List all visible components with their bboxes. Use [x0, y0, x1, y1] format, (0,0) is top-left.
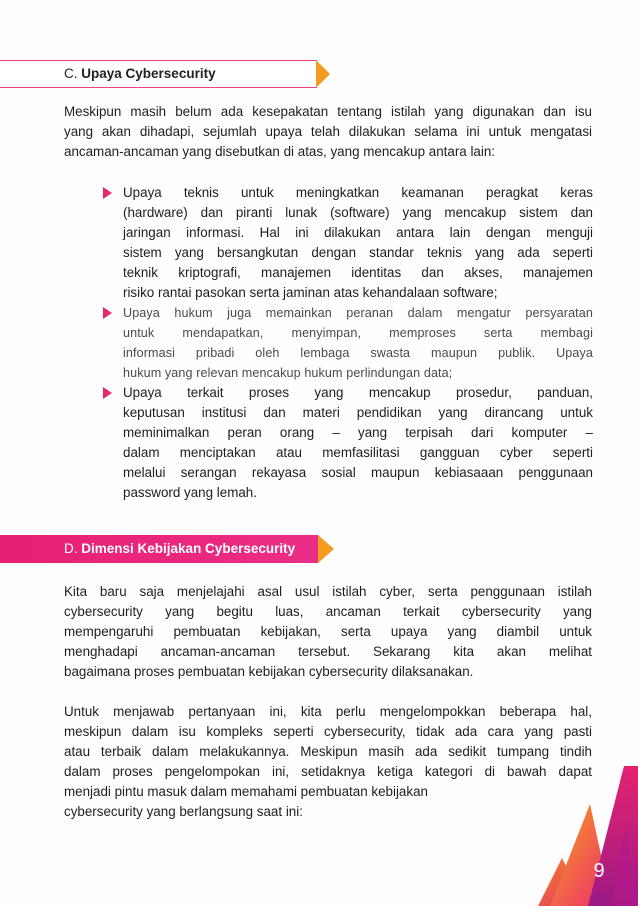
bullet-line: melalui serangan rekayasa sosial maupun kebiasaaan penggunaan: [123, 465, 593, 480]
bullet-line: informasi pribadi oleh lembaga swasta maupun publik. Upaya: [123, 346, 593, 360]
bullet-arrow-icon: [103, 187, 112, 199]
bullet-line: hukum yang relevan mencakup hukum perlindungan data;: [123, 366, 453, 380]
paragraph-line: Kita baru saja menjelajahi asal usul istilah cyber, serta penggunaan istilah: [64, 584, 592, 599]
bullet-line: jaringan informasi. Hal ini dilakukan antara lain dengan menguji: [123, 225, 593, 240]
paragraph-line: cybersecurity yang begitu luas, ancaman terkait cybersecurity yang: [64, 604, 592, 619]
bullet-line: password yang lemah.: [123, 485, 257, 500]
section-d-header: [0, 535, 352, 563]
bullet-line: keputusan institusi dan materi pendidikan yang dirancang untuk: [123, 405, 593, 420]
paragraph-line: Untuk menjawab pertanyaan ini, kita perlu mengelompokkan beberapa hal,: [64, 704, 592, 719]
bullet-item-legal: [123, 303, 593, 383]
corner-decoration: [528, 766, 638, 906]
paragraph-line: mempengaruhi pembuatan kebijakan, serta upaya yang diambil untuk: [64, 624, 592, 639]
paragraph-line: cybersecurity yang berlangsung saat ini:: [64, 804, 303, 819]
bullet-line: Upaya hukum juga memainkan peranan dalam mengatur persyaratan: [123, 306, 593, 320]
paragraph-line: meskipun dalam isu kompleks seperti cybersecurity, tidak ada cara yang pasti: [64, 724, 592, 739]
section-d-title: [64, 540, 295, 558]
bullet-item-technical: [123, 183, 593, 303]
paragraph-line: Meskipun masih belum ada kesepakatan tentang istilah yang digunakan dan isu: [64, 104, 592, 119]
section-c-title-text: Upaya Cybersecurity: [81, 66, 216, 81]
paragraph-line: yang akan dihadapi, sejumlah upaya telah dilakukan selama ini untuk mengatasi: [64, 124, 592, 139]
section-d-paragraph-1: [64, 582, 592, 682]
bullet-line: teknik kriptografi, manajemen identitas dan akses, manajemen: [123, 265, 593, 280]
paragraph-line: ancaman-ancaman yang disebutkan di atas, yang mencakup antara lain:: [64, 144, 496, 159]
paragraph-line: menghadapi ancaman-ancaman tersebut. Sekarang kita akan melihat: [64, 644, 592, 659]
bullet-line: dalam menciptakan atau memfasilitasi gangguan cyber seperti: [123, 445, 593, 460]
bullet-line: (hardware) dan piranti lunak (software) yang mencakup sistem dan: [123, 205, 593, 220]
section-d-letter: D.: [64, 541, 78, 556]
section-c-letter: C.: [64, 66, 78, 81]
page-number: 9: [593, 860, 605, 882]
bullet-line: untuk mendapatkan, menyimpan, memproses serta membagi: [123, 326, 593, 340]
paragraph-line: dalam proses pengelompokan ini, setidaknya ketiga kategori di bawah dapat: [64, 764, 592, 779]
section-d-title-text: Dimensi Kebijakan Cybersecurity: [81, 541, 296, 556]
section-d-header-arrow: [318, 535, 334, 563]
section-c-intro: [64, 102, 592, 162]
bullet-line: meminimalkan peran orang – yang terpisah dari komputer –: [123, 425, 593, 440]
paragraph-line: menjadi pintu masuk dalam memahami pembuatan kebijakan: [64, 784, 428, 799]
bullet-item-process: [123, 383, 593, 503]
section-c-title: [64, 65, 216, 83]
bullet-line: risiko rantai pasokan serta jaminan atas kehandalaan software;: [123, 285, 498, 300]
bullet-line: sistem yang bersangkutan dengan standar teknis yang ada seperti: [123, 245, 593, 260]
bullet-list: [123, 183, 593, 503]
bullet-arrow-icon: [103, 307, 112, 319]
section-d-paragraph-2: [64, 702, 592, 822]
bullet-arrow-icon: [103, 387, 112, 399]
bullet-line: Upaya teknis untuk meningkatkan keamanan peragkat keras: [123, 185, 593, 200]
bullet-line: Upaya terkait proses yang mencakup prosedur, panduan,: [123, 385, 593, 400]
paragraph-line: bagaimana proses pembuatan kebijakan cybersecurity dilaksanakan.: [64, 664, 474, 679]
paragraph-line: atau terbaik dalam melakukannya. Meskipun masih ada sedikit tumpang tindih: [64, 744, 592, 759]
section-c-header-arrow: [316, 60, 330, 88]
section-c-header: [0, 60, 330, 88]
